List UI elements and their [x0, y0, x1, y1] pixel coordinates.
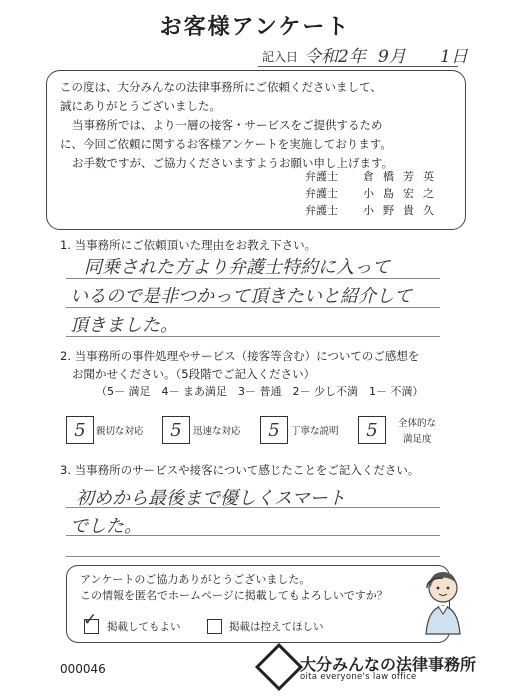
rating-overall-label: [398, 416, 436, 448]
lawyer-row: [305, 185, 443, 202]
consent-text: [80, 572, 388, 604]
consent-yes-label: 掲載してもよい: [107, 621, 181, 633]
date-underline: [258, 66, 458, 67]
lawyer-title: 弁護士: [305, 187, 338, 200]
intro-line: に、今回ご依頼に関するお客様アンケートを実施しております。: [60, 137, 392, 151]
rating-speed-label: 迅速な対応: [193, 426, 241, 437]
firm-name-en: oita everyone's law office: [300, 672, 417, 682]
q3-answer-line-1: 初めから最後まで優しくスマート: [76, 488, 346, 509]
date-day: 1日: [440, 47, 468, 67]
q1-answer-line-2: いるので是非つかって頂きたいと紹介して: [70, 286, 412, 307]
answer-rule: [66, 278, 440, 279]
q3-answer-line-2: でした。: [70, 516, 142, 537]
firm-logo-icon: [255, 643, 303, 691]
lawyer-title: 弁護士: [305, 170, 338, 183]
lawyer-list: [305, 168, 443, 219]
firm-name: 大分みんなの法律事務所: [300, 655, 477, 674]
answer-rule: [66, 307, 440, 308]
intro-text: [60, 78, 460, 173]
intro-line: お手数ですが、ご協力くださいますようお願い申し上げます。: [72, 156, 394, 170]
rating-overall-label-1: 全体的な: [398, 418, 437, 429]
rating-overall-value: 5: [358, 416, 386, 444]
lawyer-name: 小島宏之: [363, 187, 443, 200]
consent-line-2: この情報を匿名でホームページに掲載してもよろしいですか？: [80, 589, 388, 602]
date-month: 9月: [378, 47, 406, 67]
rating-explanation-label: 丁寧な説明: [291, 426, 339, 437]
intro-line: 誠にありがとうございました。: [60, 99, 221, 113]
question-3: 3. 当事務所のサービスや接客について感じたことをご記入ください。: [60, 463, 420, 477]
rating-speed-value: 5: [162, 416, 190, 444]
check-icon: ✓: [83, 610, 98, 630]
consent-no-checkbox[interactable]: [207, 619, 222, 634]
intro-line: 当事務所では、より一層の接客・サービスをご提供するため: [72, 118, 383, 132]
rating-kind-value: 5: [66, 416, 94, 444]
question-2-line-1: 2. 当事務所の事件処理やサービス（接客等含む）についてのご感想を: [60, 349, 420, 363]
lawyer-row: [305, 202, 443, 219]
answer-rule: [66, 507, 440, 508]
question-1: 1. 当事務所にご依頼頂いた理由をお教え下さい。: [60, 238, 317, 252]
rating-explanation-value: 5: [260, 416, 288, 444]
date-era-year: 令和2年: [304, 47, 366, 67]
lawyer-title: 弁護士: [305, 204, 338, 217]
consent-no-label: 掲載は控えてほしい: [229, 621, 324, 633]
answer-rule: [66, 556, 440, 557]
question-2: [60, 347, 480, 383]
operator-illustration-icon: [418, 566, 468, 636]
page-title: お客様アンケート: [159, 15, 351, 40]
rating-scale: （5－ 満足 4－ まあ満足 3－ 普通 2－ 少し不満 1－ 不満）: [96, 385, 424, 398]
answer-rule: [66, 535, 440, 536]
rating-overall-label-2: 満足度: [403, 434, 432, 445]
q1-answer-line-1: 同乗された方より弁護士特約に入って: [84, 257, 390, 278]
survey-id: 000046: [60, 662, 106, 676]
intro-line: この度は、大分みんなの法律事務所にご依頼くださいまして、: [60, 80, 382, 94]
lawyer-name: 倉橋芳英: [363, 170, 443, 183]
rating-kind-label: 親切な対応: [96, 426, 144, 437]
date-label: 記入日: [262, 50, 299, 64]
lawyer-row: [305, 168, 443, 185]
q1-answer-line-3: 頂きました。: [70, 315, 178, 336]
question-2-line-2: お聞かせください。（5段階でご記入ください）: [72, 367, 316, 381]
answer-rule: [66, 336, 440, 337]
lawyer-name: 小野貴久: [363, 204, 443, 217]
consent-line-1: アンケートのご協力ありがとうございました。: [80, 573, 311, 586]
